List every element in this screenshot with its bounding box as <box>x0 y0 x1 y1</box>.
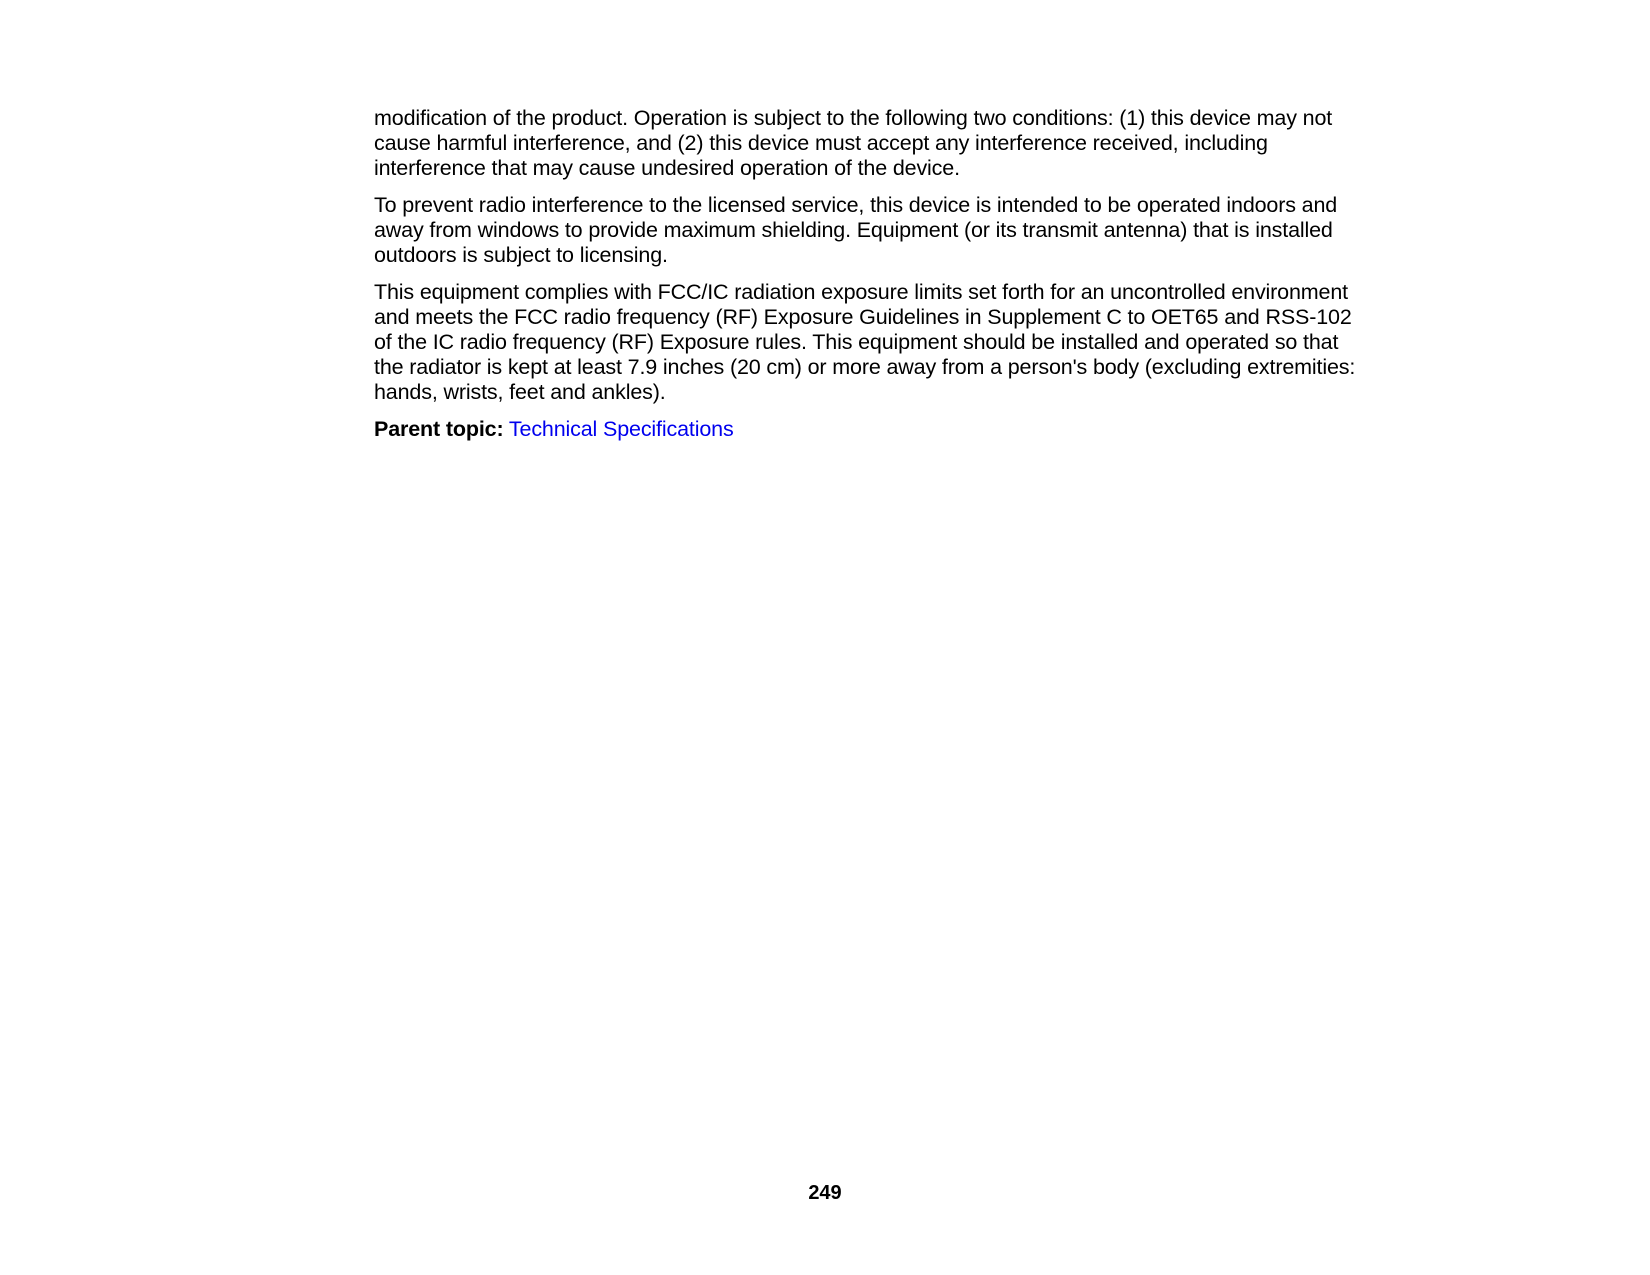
parent-topic-link[interactable]: Technical Specifications <box>508 417 734 441</box>
document-body <box>374 106 1434 442</box>
paragraph-radiation-exposure: This equipment complies with FCC/IC radiation exposure limits set forth for an uncontrolled environment and meets the FCC radio frequency (RF) Exposure Guidelines in Supplement C to OET65 and RSS-102 of the IC radio frequency (RF) Exposure rules. This equipment should be installed and operated so that the radiator is kept at least 7.9 inches (20 cm) or more away from a person's body (excluding extremities: hands, wrists, feet and ankles). <box>374 280 1356 404</box>
parent-topic-label: Parent topic: <box>374 417 504 441</box>
paragraph-radio-interference: To prevent radio interference to the licensed service, this device is intended to be operated indoors and away from windows to provide maximum shielding. Equipment (or its transmit antenna) that is installed outdoors is subject to licensing. <box>374 193 1338 267</box>
paragraph-conditions: modification of the product. Operation is subject to the following two conditions: (1) this device may not cause harmful interference, and (2) this device must accept any interference received, including interference that may cause undesired operation of the device. <box>374 106 1333 180</box>
parent-topic <box>374 417 1434 442</box>
page-number: 249 <box>808 1182 842 1204</box>
